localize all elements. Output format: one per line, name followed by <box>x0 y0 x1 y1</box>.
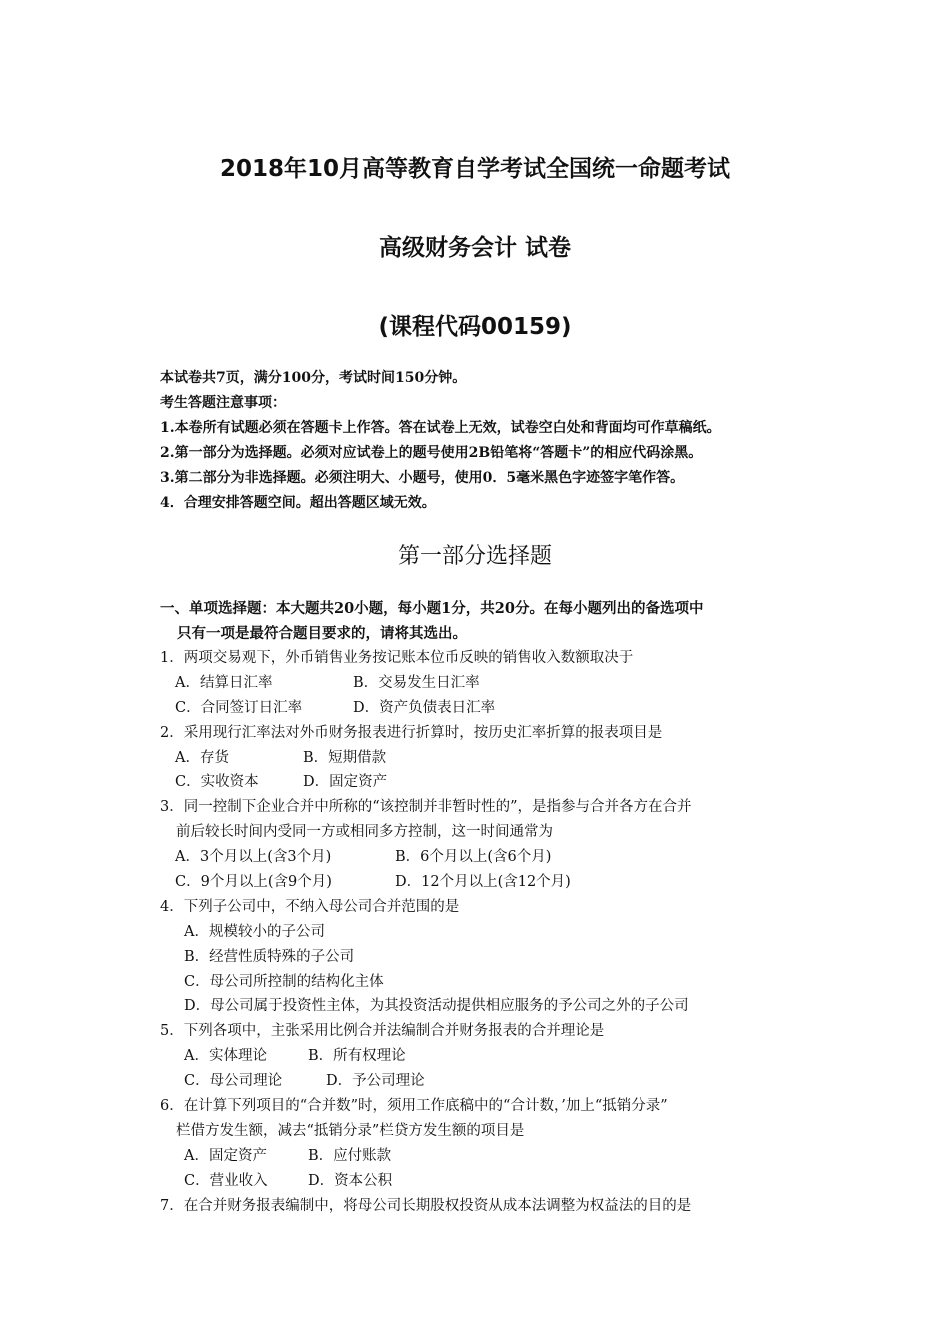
course-code: (课程代码00159) <box>378 314 572 340</box>
option: A．存货 <box>175 749 229 766</box>
option: B．应付账款 <box>308 1147 392 1164</box>
question-stem: 7．在合并财务报表编制中，将母公司长期股权投资从成本法调整为权益法的目的是 <box>160 1197 692 1214</box>
option: A．规模较小的子公司 <box>184 923 325 940</box>
option: D．固定资产 <box>303 774 388 791</box>
question-stem: 4．下列子公司中，不纳入母公司合并范围的是 <box>160 898 460 915</box>
option-row <box>160 1044 692 1069</box>
option: C．母公司所控制的结构化主体 <box>184 973 384 990</box>
section-heading-line: 一、单项选择题：本大题共20小题，每小题1分，共20分。在每小题列出的备选项中 <box>160 600 704 617</box>
option: D．予公司理论 <box>326 1073 425 1090</box>
instruction-line: 2.第一部分为选择题。必须对应试卷上的题号使用2B铅笔将“答题卡”的相应代码涂黑。 <box>160 445 703 461</box>
option: A．结算日汇率 <box>175 674 273 691</box>
instruction-line: 3.第二部分为非选择题。必须注明大、小题号，使用0．5毫米黑色字迹签字笔作答。 <box>160 470 685 486</box>
option: B．经营性质特殊的子公司 <box>184 948 355 965</box>
exam-subject: 高级财务会计 试卷 <box>378 235 571 261</box>
option: A．实体理论 <box>184 1048 267 1065</box>
question-stem: 3．同一控制下企业合并中所称的“该控制并非暂时性的”，是指参与合并各方在合并 <box>160 799 692 816</box>
instruction-line: 考生答题注意事项： <box>160 395 286 411</box>
option: B．短期借款 <box>303 749 387 766</box>
option-row <box>160 1069 692 1094</box>
question-stem: 2．采用现行汇率法对外币财务报表进行折算时，按历史汇率折算的报表项目是 <box>160 724 663 741</box>
option-row <box>160 845 692 870</box>
instruction-line: 1.本卷所有试题必须在答题卡上作答。答在试卷上无效，试卷空白处和背面均可作草稿纸。 <box>160 420 721 436</box>
option-row <box>160 770 692 795</box>
question-stem: 5．下列各项中，主张采用比例合并法编制合并财务报表的合并理论是 <box>160 1023 605 1040</box>
option: B．所有权理论 <box>308 1048 406 1065</box>
question-stem-continued: 前后较长时间内受同一方或相同多方控制，这一时间通常为 <box>176 824 553 841</box>
question-stem: 1．两项交易观下，外币销售业务按记账本位币反映的销售收入数额取决于 <box>160 650 634 666</box>
option: C．9个月以上(含9个月) <box>175 874 332 891</box>
option: D．资产负债表日汇率 <box>353 699 496 716</box>
question-stem: 6．在计算下列项目的“合并数”时，须用工作底稿中的“合计数，’加上“抵销分录” <box>160 1098 668 1115</box>
option-row <box>160 746 692 771</box>
section-heading <box>160 596 703 646</box>
instruction-line: 4．合理安排答题空间。超出答题区域无效。 <box>160 495 436 511</box>
option: C．母公司理论 <box>184 1073 283 1090</box>
instruction-line: 本试卷共7页，满分100分，考试时间150分钟。 <box>160 370 467 386</box>
option: D．资本公积 <box>308 1172 393 1189</box>
part-title: 第一部分选择题 <box>397 544 552 569</box>
exam-title: 2018年10月高等教育自学考试全国统一命题考试 <box>219 156 731 182</box>
option-row <box>160 1169 692 1194</box>
option: C．营业收入 <box>184 1172 268 1189</box>
option: C．实收资本 <box>175 774 259 791</box>
exam-instructions <box>160 366 721 516</box>
question-stem-continued: 栏借方发生额，减去“抵销分录”栏贷方发生额的项目是 <box>176 1122 525 1139</box>
option: D．母公司属于投资性主体，为其投资活动提供相应服务的予公司之外的子公司 <box>184 998 689 1015</box>
option: C．合同签订日汇率 <box>175 699 303 716</box>
question-list <box>160 646 692 1218</box>
option: B．6个月以上(含6个月) <box>395 849 552 866</box>
option-row <box>160 696 692 721</box>
option-row <box>160 870 692 895</box>
section-heading-line: 只有一项是最符合题目要求的，请将其选出。 <box>177 625 467 642</box>
option: D．12个月以上(含12个月) <box>395 874 571 891</box>
option: A．3个月以上(含3个月) <box>175 849 332 866</box>
option-row <box>160 1144 692 1169</box>
option: B．交易发生日汇率 <box>353 674 480 691</box>
option: A．固定资产 <box>184 1147 267 1164</box>
option-row <box>160 671 692 696</box>
